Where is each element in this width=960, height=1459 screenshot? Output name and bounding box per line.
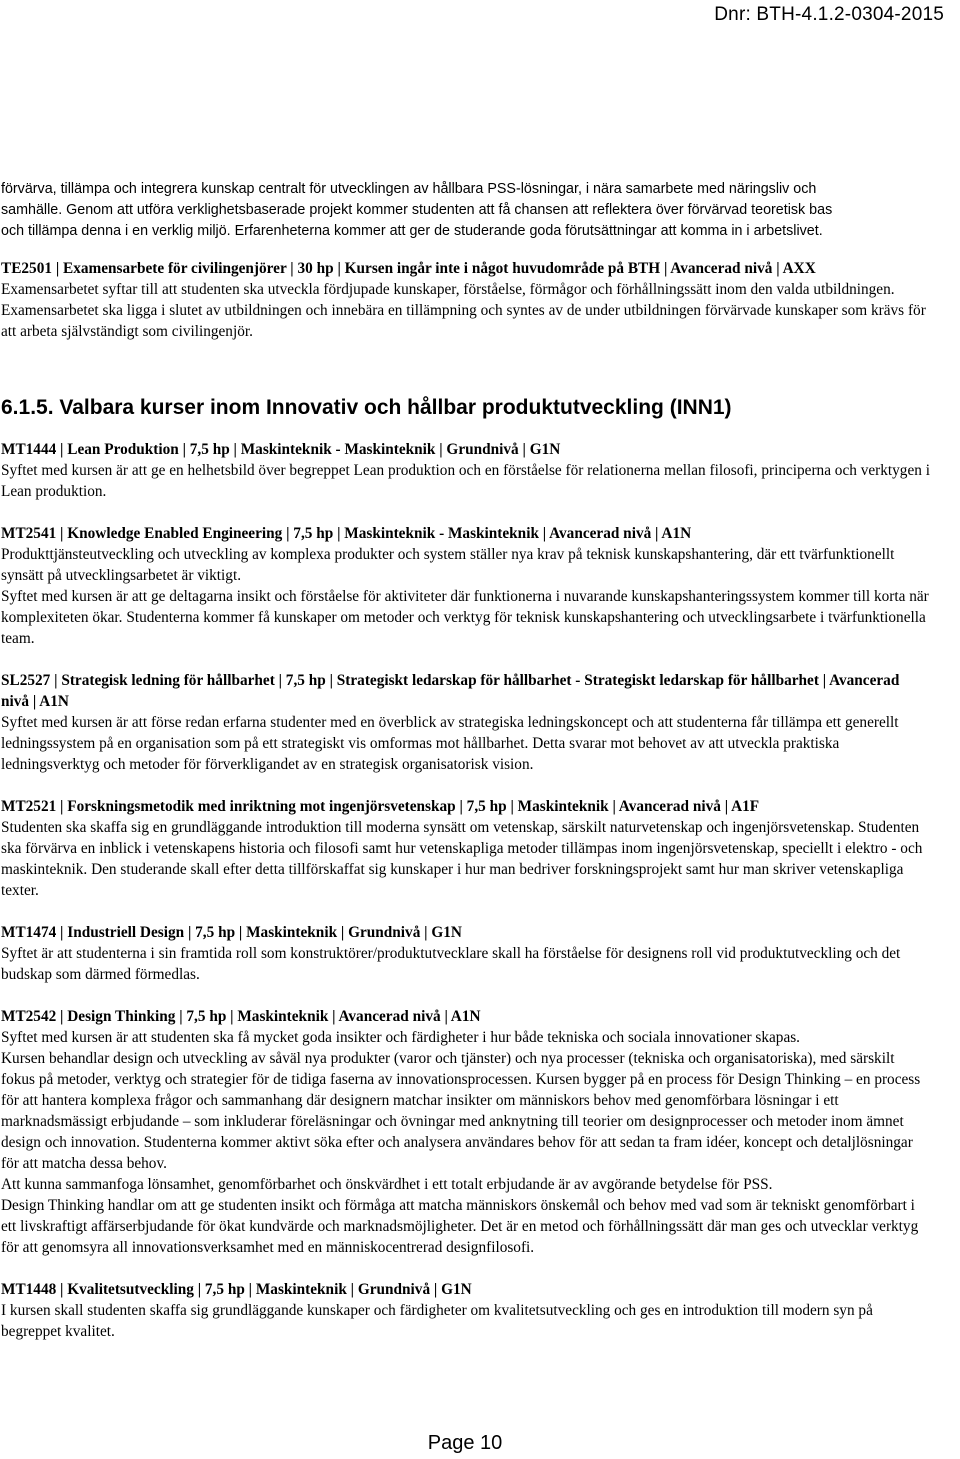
course-mt2542: [1, 1006, 931, 1258]
course-description: Kursen behandlar design och utveckling av såväl nya produkter (varor och tjänster) och nya processer (tekniska och organisatoriska), med särskilt fokus på metoder, verktyg och strategier för de tidiga faserna av innovationsprocessen. Kursen bygger på en process för Design Thinking – en process för att hantera komplexa frågor och sammanhang där designern matchar insikter om människors behov med genomförbara lösningar i ett marknadsmässigt erbjudande – som inkluderar föreläsningar och övningar med anknytning till teorier om designprocesser och metoder inom ämnet design och innovation. Studenterna kommer aktivt söka efter och analysera användares behov för att sedan ta fram idéer, koncept och detaljlösningar för att matcha dessa behov.: [1, 1050, 921, 1172]
course-description: Syftet med kursen är att förse redan erfarna studenter med en överblick av strategiska ledningskoncept och att studenterna får tillämpa ett generellt ledningssystem på en organisation som på ett strategiskt vis omformas mot hållbarhet. Detta svarar mot behovet av att utveckla praktiska ledningsverktyg och metoder för förverkligandet av en strategisk organisatorisk vision.: [1, 714, 899, 773]
course-title: MT1448 | Kvalitetsutveckling | 7,5 hp | Maskinteknik | Grundnivå | G1N: [1, 1281, 472, 1298]
course-description: Syftet med kursen är att studenten ska få mycket goda insikter och färdigheter i hur både tekniska och sociala innovationer skapas.: [1, 1029, 801, 1046]
course-mt1448: [1, 1279, 931, 1342]
course-description: Att kunna sammanfoga lönsamhet, genomförbarhet och önskvärdhet i ett totalt erbjudande är av avgörande betydelse för PSS.: [1, 1176, 773, 1193]
course-title: TE2501 | Examensarbete för civilingenjörer | 30 hp | Kursen ingår inte i något huvudområde på BTH | Avancerad nivå | AXX: [1, 260, 816, 277]
course-title: MT2521 | Forskningsmetodik med inriktning mot ingenjörsvetenskap | 7,5 hp | Maskinteknik | Avancerad nivå | A1F: [1, 798, 760, 815]
course-description: Syftet med kursen är att ge deltagarna insikt och förståelse för aktiviteter där funktionerna i nuvarande kunskapshanteringssystem kommer till korta när komplexiteten ökar. Studenterna kommer få kunskaper om metoder och verktyg för teknisk kunskapshantering och utvecklingsarbete i tvärfunktionella team.: [1, 588, 929, 647]
course-title: MT1444 | Lean Produktion | 7,5 hp | Maskinteknik - Maskinteknik | Grundnivå | G1N: [1, 441, 561, 458]
intro-paragraph: [1, 179, 931, 242]
intro-line: och tillämpa denna i en verklig miljö. Erfarenheterna kommer att ger de studerande goda förutsättningar att komma in i arbetslivet.: [1, 223, 823, 239]
course-sl2527: [1, 670, 931, 775]
course-description: Syftet med kursen är att ge en helhetsbild över begreppet Lean produktion och en förståelse för relationerna mellan filosofi, principerna och verktygen i Lean produktion.: [1, 462, 930, 500]
course-description: Studenten ska skaffa sig en grundläggande introduktion till moderna synsätt om vetenskap, särskilt naturvetenskap och ingenjörsvetenskap. Studenten ska förvärva en inblick i vetenskapens historia och filosofi samt hur vetenskapliga metoder tillämpas inom ingenjörsvetenskap, speciellt i elektro - och maskinteknik. Den studerande skall efter detta tillförskaffat sig kunskaper i hur man bedriver forskningsprojekt samt hur man skriver vetenskapliga texter.: [1, 819, 923, 899]
course-title: MT2541 | Knowledge Enabled Engineering | 7,5 hp | Maskinteknik - Maskinteknik | Avancerad nivå | A1N: [1, 525, 692, 542]
course-description: I kursen skall studenten skaffa sig grundläggande kunskaper och färdigheter om kvalitetsutveckling och ges en introduktion till modern syn på begreppet kvalitet.: [1, 1302, 873, 1340]
course-title: SL2527 | Strategisk ledning för hållbarhet | 7,5 hp | Strategiskt ledarskap för hållbarhet - Strategiskt ledarskap för hållbarhet | Avancerad nivå | A1N: [1, 672, 900, 710]
course-description: Syftet är att studenterna i sin framtida roll som konstruktörer/produktutvecklare skall ha förståelse för designens roll vid produktutveckling och det budskap som därmed förmedlas.: [1, 945, 901, 983]
course-description: Produkttjänsteutveckling och utveckling av komplexa produkter och system ställer nya krav på teknisk kunskapshantering, där ett tvärfunktionellt synsätt på utvecklingsarbetet är viktigt.: [1, 546, 895, 584]
course-mt2521: [1, 796, 931, 901]
course-mt1444: [1, 439, 931, 502]
document-number: Dnr: BTH-4.1.2-0304-2015: [714, 4, 944, 25]
course-mt1474: [1, 922, 931, 985]
intro-line: förvärva, tillämpa och integrera kunskap centralt för utvecklingen av hållbara PSS-lösningar, i nära samarbete med näringsliv och: [1, 181, 817, 197]
course-description: Examensarbetet syftar till att studenten ska utveckla fördjupade kunskaper, förståelse, förmågor och förhållningssätt inom den valda utbildningen. Examensarbetet ska ligga i slutet av utbildningen och innebära en tillämpning och syntes av de under utbildningen förvärvade kunskaper som krävs för att arbeta självständigt som civilingenjör.: [1, 281, 926, 340]
section-heading: 6.1.5. Valbara kurser inom Innovativ och hållbar produktutveckling (INN1): [1, 396, 732, 419]
course-mt2541: [1, 523, 931, 649]
page-content: [1, 179, 931, 1342]
course-title: MT1474 | Industriell Design | 7,5 hp | Maskinteknik | Grundnivå | G1N: [1, 924, 462, 941]
course-description: Design Thinking handlar om att ge studenten insikt och förmåga att matcha människors önskemål och behov med vad som är tekniskt genomförbart i ett livskraftigt affärserbjudande för ökat kundvärde och marknadsmöjligheter. Det är en metod och förhållningssätt där man ges och utvecklar verktyg för att genomsyra all innovationsverksamhet med en människocentrerad designfilosofi.: [1, 1197, 919, 1256]
course-te2501: [1, 258, 931, 342]
page-number: Page 10: [427, 1432, 503, 1454]
course-title: MT2542 | Design Thinking | 7,5 hp | Maskinteknik | Avancerad nivå | A1N: [1, 1008, 481, 1025]
intro-line: samhälle. Genom att utföra verklighetsbaserade projekt kommer studenten att få chansen att reflektera över förvärvad teoretisk bas: [1, 202, 833, 218]
